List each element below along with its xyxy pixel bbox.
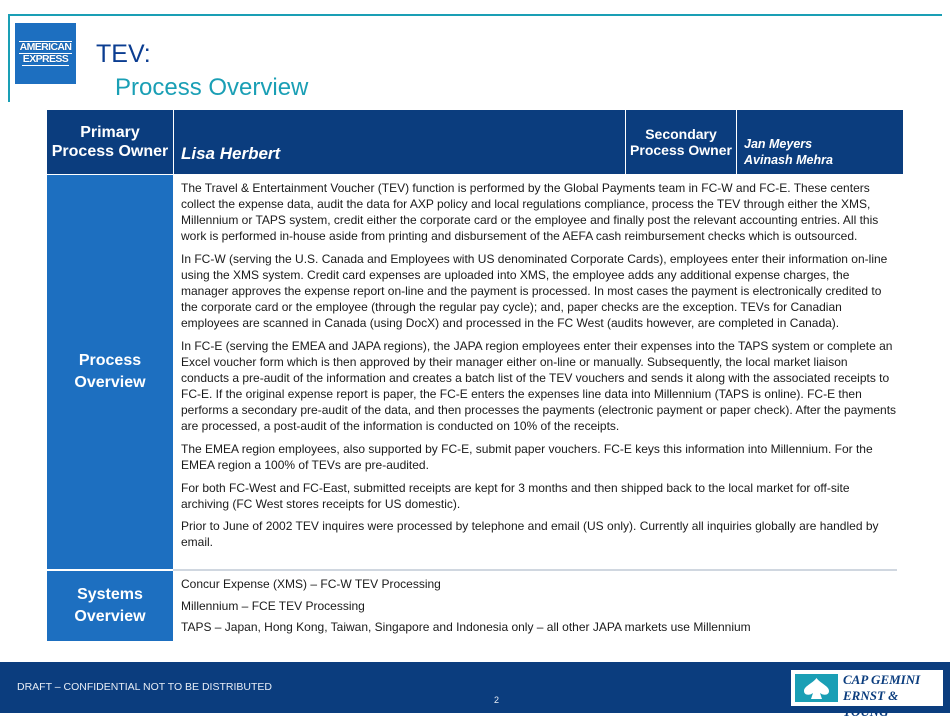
page-number: 2 bbox=[494, 695, 500, 705]
page-title: TEV: bbox=[96, 40, 151, 68]
systems-overview-label-line-2: Overview bbox=[74, 608, 146, 625]
process-overview-label bbox=[47, 175, 173, 569]
systems-overview-text bbox=[181, 576, 897, 641]
logo-line-1: AMERICAN bbox=[19, 41, 72, 53]
system-item: TAPS – Japan, Hong Kong, Taiwan, Singapore and Indonesia only – all other JAPA markets use Millennium bbox=[181, 620, 751, 634]
header-rule bbox=[8, 14, 942, 16]
owner-row bbox=[47, 110, 903, 174]
american-express-logo bbox=[15, 23, 76, 84]
secondary-owner-label-line-1: Secondary bbox=[645, 126, 717, 142]
primary-owner-name: Lisa Herbert bbox=[181, 144, 281, 163]
column-divider bbox=[736, 110, 737, 174]
process-overview-label-line-2: Overview bbox=[74, 374, 146, 391]
system-item: Concur Expense (XMS) – FC-W TEV Processing bbox=[181, 577, 441, 591]
process-paragraph: Prior to June of 2002 TEV inquires were processed by telephone and email (US only). Currently all inquiries globally are handled by email. bbox=[181, 519, 879, 550]
logo-line-2: EXPRESS bbox=[22, 53, 69, 65]
page-subtitle: Process Overview bbox=[115, 74, 309, 101]
primary-owner-label bbox=[47, 110, 173, 174]
process-overview-text bbox=[181, 180, 897, 557]
process-paragraph: In FC-E (serving the EMEA and JAPA regions), the JAPA region employees enter their expenses into the TAPS system or complete an Excel voucher form which is then approved by their manager either on-line or manually. Subsequently, the local market liaison conducts a pre-audit of the information and creates a batch list of the TEV vouchers and sends it along with the associated receipts to FC-E. If the original expense report is paper, the FC-E enters the expenses line data into Millennium (TAPS is online). FC-E then performs a secondary pre-audit of the data, and then processes the payments (electronic payment or paper check). After the payments are processed, a post-audit of the information is conducted on 10% of the receipts. bbox=[181, 338, 897, 434]
footer-bar bbox=[0, 662, 950, 719]
secondary-owner-names bbox=[744, 136, 833, 168]
spade-icon bbox=[795, 674, 838, 702]
systems-overview-label bbox=[47, 571, 173, 641]
column-divider bbox=[173, 110, 174, 174]
primary-owner-label-line-1: Primary bbox=[80, 124, 140, 141]
secondary-owner-name: Avinash Mehra bbox=[744, 153, 833, 167]
partner-name-line-1: CAP GEMINI bbox=[843, 672, 921, 687]
secondary-owner-label-line-2: Process Owner bbox=[630, 142, 732, 158]
section-divider bbox=[173, 569, 897, 571]
system-item: Millennium – FCE TEV Processing bbox=[181, 598, 365, 613]
secondary-owner-label bbox=[626, 110, 736, 174]
systems-overview-label-line-1: Systems bbox=[77, 586, 143, 603]
partner-name-line-2: ERNST & YOUNG bbox=[843, 688, 899, 719]
primary-owner-label-line-2: Process Owner bbox=[51, 143, 169, 160]
process-paragraph: For both FC-West and FC-East, submitted receipts are kept for 3 months and then shipped back to the local market for off-site archiving (FC West stores receipts for US domestic). bbox=[181, 480, 850, 511]
process-paragraph: In FC-W (serving the U.S. Canada and Employees with US denominated Corporate Cards), employees enter their information on-line using the XMS system. Credit card expenses are uploaded into XMS, the employee adds any additional expense charges, the manager approves the expense report on-line and the payment is processed. In most cases the payment is electronically credited to the corporate card or the employee (through the regular pay cycle); and, paper checks are the exception. TEVs for Canadian employees are scanned in Canada (using DocX) and processed in the FC West (audits however, are completed in Canada). bbox=[181, 251, 888, 331]
cap-gemini-ernst-young-logo bbox=[791, 670, 943, 719]
draft-notice: DRAFT – CONFIDENTIAL NOT TO BE DISTRIBUTED bbox=[17, 681, 272, 693]
header-side-rule bbox=[8, 14, 10, 102]
process-paragraph: The EMEA region employees, also supported by FC-E, submit paper vouchers. FC-E keys this information into Millennium. For the EMEA region a 100% of TEVs are pre-audited. bbox=[181, 441, 873, 472]
process-paragraph: The Travel & Entertainment Voucher (TEV) function is performed by the Global Payments team in FC-W and FC-E. These centers collect the expense data, audit the data for AXP policy and local regulations compliance, process the TEV through either the XMS, Millennium or TAPS system, credit either the corporate card or the employee and finally post the relevant accounting entries. All this work is performed in-house aside from printing and disbursement of the AEFA cash reimbursement checks which is outsourced. bbox=[181, 181, 879, 244]
secondary-owner-name: Jan Meyers bbox=[744, 137, 813, 151]
process-overview-label-line-1: Process bbox=[78, 352, 142, 369]
